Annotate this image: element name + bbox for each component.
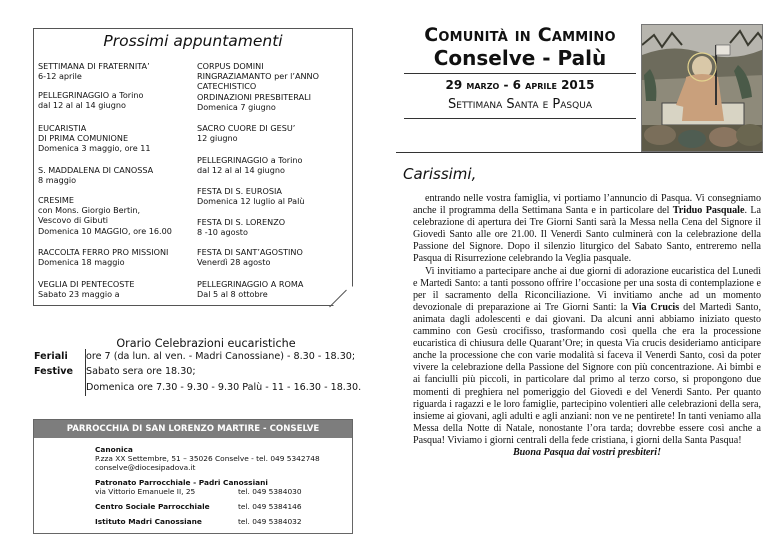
festive-saturday: Sabato sera ore 18.30;	[86, 366, 196, 377]
masthead-subtitle: Conselve - Palù	[433, 46, 607, 70]
appointment-item: FESTA DI SANT’AGOSTINO Venerdì 28 agosto	[197, 247, 303, 268]
patronato-tel: tel. 049 5384030	[238, 487, 302, 496]
resurrection-painting-graphic	[642, 25, 763, 152]
appointment-item: PELLEGRINAGGIO a Torino dal 12 al al 14 giugno	[197, 155, 303, 176]
page-curl-decoration	[333, 286, 353, 306]
appointment-item: SETTIMANA DI FRATERNITA’ 6-12 aprile	[38, 61, 150, 82]
letter-paragraph: entrando nelle vostra famiglia, vi portiamo l’annuncio di Pasqua. Vi consegniamo anche il programma della Settimana Santa e in particolare del Triduo Pasquale. La celebrazione di apertura dei Tre Giorni Santi sarà la Messa nella Cena del Signore il Giovedì Santo alle ore 21.00. Il Venerdì Santo culminerà con la celebrazione della Passione del Signore. Dopo il silenzio liturgico del Sabato Santo, entreremo nella Pasqua di Risurrezione celebrando la Veglia pasquale.	[413, 193, 761, 265]
appointment-item: FESTA DI S. EUROSIA Domenica 12 luglio al Palù	[197, 186, 305, 207]
parish-contacts-box	[33, 419, 353, 534]
appointment-item: CRESIME con Mons. Giorgio Bertin, Vescovo di Gibuti Domenica 10 MAGGIO, ore 16.00	[38, 195, 172, 236]
feriali-times: ore 7 (da lun. al ven. - Madri Canossiane) - 8.30 - 18.30;	[86, 351, 356, 362]
section-rule	[396, 152, 763, 153]
appointment-item: VEGLIA DI PENTECOSTE Sabato 23 maggio a	[38, 279, 135, 300]
header-rule-top	[404, 73, 636, 74]
canonica-email[interactable]: conselve@diocesipadova.it	[95, 463, 196, 472]
resurrection-painting	[641, 24, 763, 152]
appointment-item: SACRO CUORE DI GESU’ 12 giugno	[197, 123, 296, 144]
triduo-highlight: Triduo Pasquale	[672, 205, 745, 217]
letter-signature: Buona Pasqua dai vostri presbiteri!	[512, 446, 662, 458]
letter-paragraph: Vi invitiamo a partecipare anche ai due giorni di adorazione eucaristica del Lunedì e Martedì Santo: a tanti possono offrire l’occasione per una sosta di contemplazione e per il sacramento della Riconciliazione. Vi invitiamo anche ad un momento devozionale di preparazione ai Tre Giorni Santi: la Via Crucis del Martedì Santo, animata dagli adolescenti e dai giovani. Da alcuni anni abbiamo iniziato questo cammino con Gesù crocifisso, trasformando così quella che era la processione eucaristica di chiusura delle Quarant’Ore; in questa Via crucis desideriamo anticipare anche la processione che con varie modalità si faceva il Venerdì Santo, così da poter vivere la celebrazione della Passione del Signore con più concentrazione. Ai bimbi e ai fanciulli più piccoli, in particolare dal primo al terzo corso, si propongono due momenti di preghiera nel pomeriggio del Giovedì e del Venerdì Santo. Per quanto riguarda i ragazzi e le loro famiglie, partecipino volentieri alle celebrazioni della sera, insieme ai giovani, agli adulti e agli anziani: non ve ne pentirete! In tanti veniamo alla Messa della Notte di Natale, nonostante l’ora tarda; dovrebbe essere così anche a Pasqua! Viviamo i giorni centrali della fede cristiana, i giorni della Santa Pasqua!	[413, 265, 761, 446]
patronato-address: via Vittorio Emanuele II, 25	[95, 487, 196, 496]
appointment-item: PELLEGRINAGGIO a Torino dal 12 al al 14 giugno	[38, 90, 144, 111]
festive-sunday: Domenica ore 7.30 - 9.30 - 9.30 Palù - 11 - 16.30 - 18.30.	[86, 382, 362, 393]
issue-dates: 29 marzo - 6 aprile 2015	[445, 78, 595, 92]
schedule-title: Orario Celebrazioni eucaristiche	[116, 337, 296, 350]
appointment-item: S. MADDALENA DI CANOSSA 8 maggio	[38, 165, 154, 186]
appointment-item: EUCARISTIA DI PRIMA COMUNIONE Domenica 3 maggio, ore 11	[38, 123, 151, 154]
appointment-item: FESTA DI S. LORENZO 8 -10 agosto	[197, 217, 286, 238]
festive-label: Festive	[34, 366, 74, 377]
header-rule-bottom	[404, 118, 636, 119]
issue-theme: Settimana Santa e Pasqua	[448, 97, 592, 112]
appointments-title: Prossimi appuntamenti	[103, 32, 283, 50]
masthead-title: Comunità in Cammino	[424, 24, 616, 46]
canonica-address: P.zza XX Settembre, 51 – 35026 Conselve - tel. 049 5342748	[95, 454, 320, 463]
via-crucis-highlight: Via Crucis	[631, 301, 680, 313]
feriali-label: Feriali	[34, 351, 68, 362]
canonica-label: Canonica	[95, 445, 133, 454]
istituto-label: Istituto Madri Canossiane	[95, 517, 202, 526]
appointments-box	[33, 28, 353, 306]
patronato-label: Patronato Parrocchiale - Padri Canossiani	[95, 478, 268, 487]
letter-salutation: Carissimi,	[403, 165, 477, 183]
appointment-item: PELLEGRINAGGIO A ROMA Dal 5 al 8 ottobre	[197, 279, 304, 300]
centro-label: Centro Sociale Parrocchiale	[95, 502, 210, 511]
masthead	[404, 24, 636, 70]
parish-name-bar: PARROCCHIA DI SAN LORENZO MARTIRE - CONSELVE	[34, 420, 352, 438]
centro-tel: tel. 049 5384146	[238, 502, 302, 511]
appointment-item: CORPUS DOMINI RINGRAZIAMANTO per l’ANNO CATECHISTICO ORDINAZIONI PRESBITERALI Domenica 7 giugno	[197, 61, 319, 112]
letter-body	[413, 193, 761, 459]
istituto-tel: tel. 049 5384032	[238, 517, 302, 526]
appointment-item: RACCOLTA FERRO PRO MISSIONI Domenica 18 maggio	[38, 247, 169, 268]
